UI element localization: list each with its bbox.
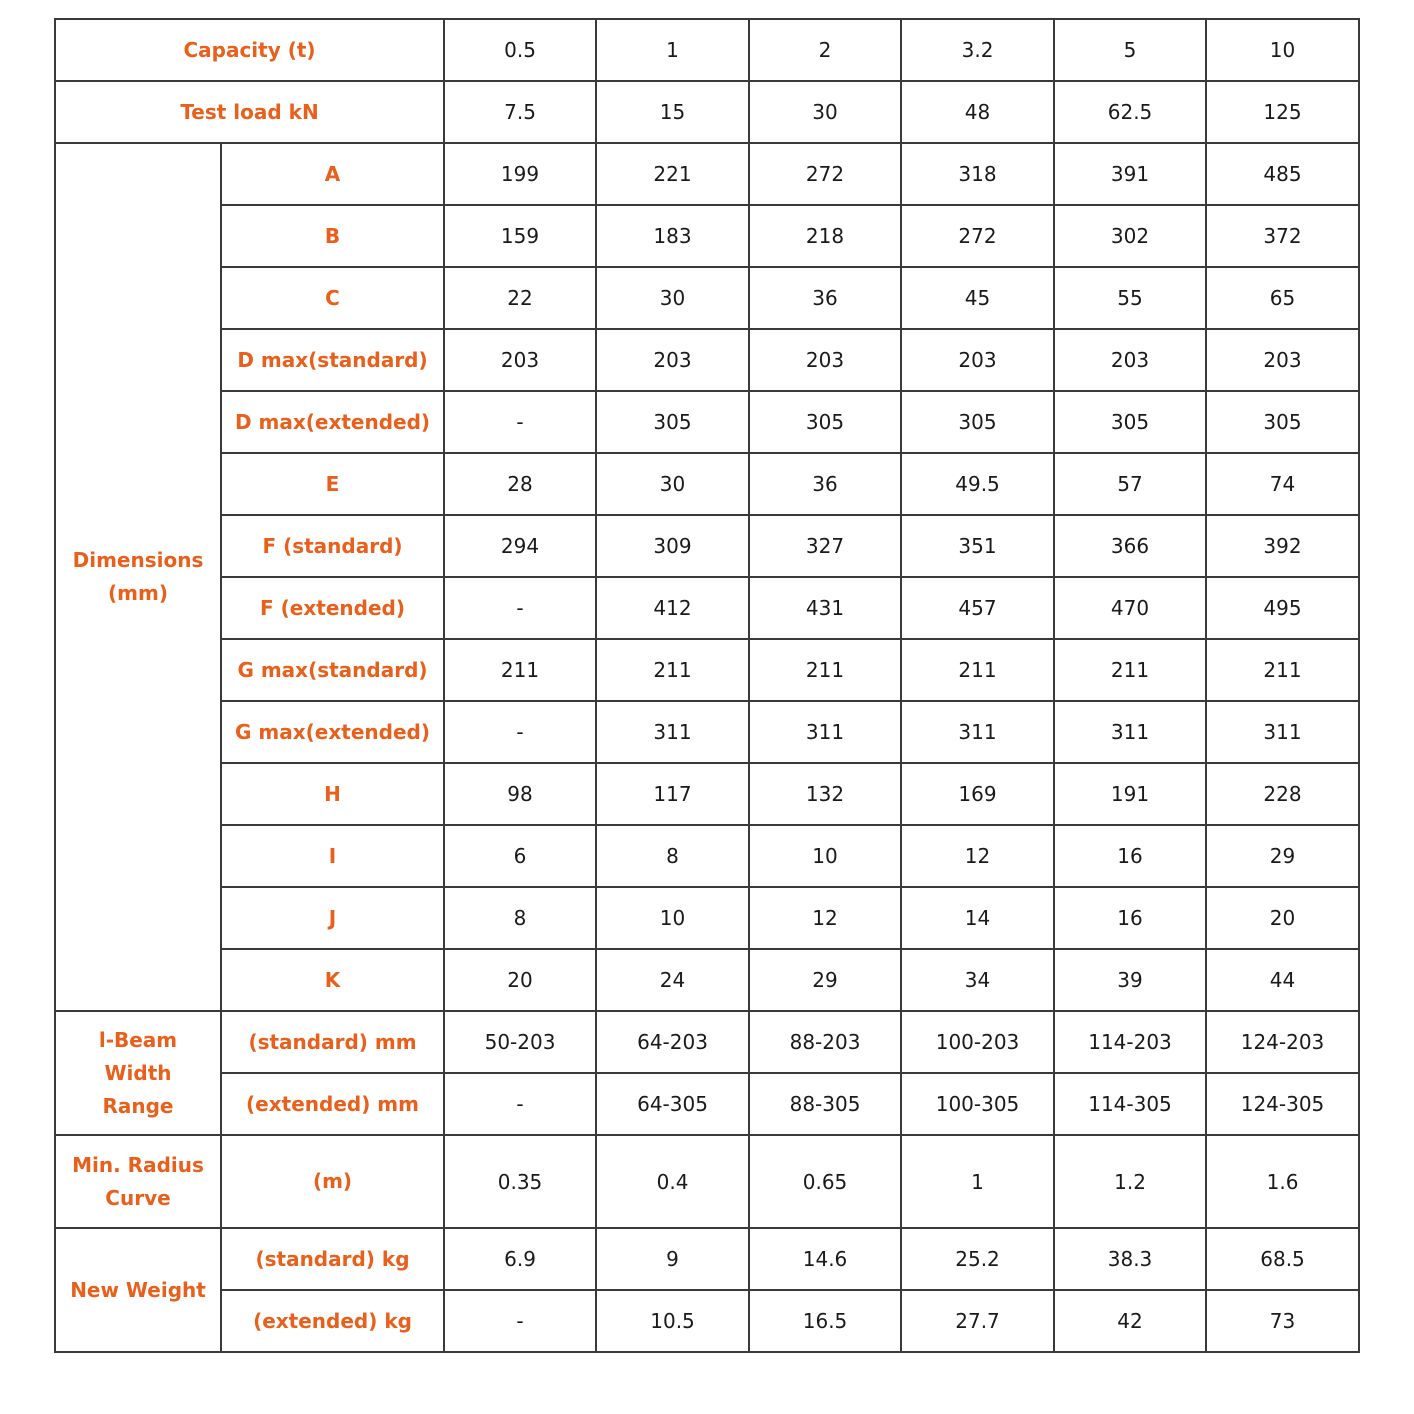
table-cell: 203 <box>1206 329 1359 391</box>
table-cell: 1 <box>596 19 749 81</box>
table-row <box>55 825 1359 887</box>
table-cell: 12 <box>749 887 901 949</box>
table-cell: 24 <box>596 949 749 1011</box>
table-cell: - <box>444 1290 596 1352</box>
table-cell: 203 <box>901 329 1054 391</box>
table-cell: 309 <box>596 515 749 577</box>
table-cell: 100-203 <box>901 1011 1054 1073</box>
table-cell: 49.5 <box>901 453 1054 515</box>
table-cell: 8 <box>444 887 596 949</box>
table-cell: 50-203 <box>444 1011 596 1073</box>
table-row <box>55 949 1359 1011</box>
table-row <box>55 205 1359 267</box>
table-cell: 1.6 <box>1206 1135 1359 1228</box>
table-cell: 125 <box>1206 81 1359 143</box>
table-cell: 124-305 <box>1206 1073 1359 1135</box>
table-cell: 1 <box>901 1135 1054 1228</box>
table-cell: 100-305 <box>901 1073 1054 1135</box>
table-row <box>55 267 1359 329</box>
table-row <box>55 887 1359 949</box>
row-label: F (extended) <box>221 577 444 639</box>
table-cell: 65 <box>1206 267 1359 329</box>
table-cell: 14 <box>901 887 1054 949</box>
table-cell: 98 <box>444 763 596 825</box>
table-cell: 211 <box>1206 639 1359 701</box>
table-cell: 15 <box>596 81 749 143</box>
table-cell: 351 <box>901 515 1054 577</box>
table-cell: 272 <box>749 143 901 205</box>
table-row <box>55 1011 1359 1073</box>
table-cell: 9 <box>596 1228 749 1290</box>
table-cell: 48 <box>901 81 1054 143</box>
table-cell: 1.2 <box>1054 1135 1206 1228</box>
table-cell: 132 <box>749 763 901 825</box>
table-cell: 372 <box>1206 205 1359 267</box>
table-cell: 28 <box>444 453 596 515</box>
table-cell: 34 <box>901 949 1054 1011</box>
table-cell: 64-305 <box>596 1073 749 1135</box>
ibeam-width-group-label: l-Beam Width Range <box>55 1011 221 1135</box>
table-cell: 16.5 <box>749 1290 901 1352</box>
table-cell: 124-203 <box>1206 1011 1359 1073</box>
table-cell: 16 <box>1054 825 1206 887</box>
table-cell: 10 <box>1206 19 1359 81</box>
table-cell: 74 <box>1206 453 1359 515</box>
table-cell: 45 <box>901 267 1054 329</box>
table-cell: 211 <box>444 639 596 701</box>
table-cell: 211 <box>749 639 901 701</box>
row-label: A <box>221 143 444 205</box>
table-cell: 20 <box>444 949 596 1011</box>
row-label: C <box>221 267 444 329</box>
spec-table <box>54 18 1360 1353</box>
row-label: (extended) kg <box>221 1290 444 1352</box>
table-cell: 62.5 <box>1054 81 1206 143</box>
table-cell: - <box>444 391 596 453</box>
table-cell: 221 <box>596 143 749 205</box>
table-cell: 199 <box>444 143 596 205</box>
capacity-row-label: Capacity (t) <box>55 19 444 81</box>
table-cell: 29 <box>749 949 901 1011</box>
table-cell: - <box>444 701 596 763</box>
row-label: D max(standard) <box>221 329 444 391</box>
table-cell: 29 <box>1206 825 1359 887</box>
table-cell: 327 <box>749 515 901 577</box>
dimensions-group-label: Dimensions (mm) <box>55 143 221 1011</box>
table-cell: 57 <box>1054 453 1206 515</box>
row-label: (m) <box>221 1135 444 1228</box>
table-cell: 191 <box>1054 763 1206 825</box>
spec-table-wrapper <box>54 18 1360 1353</box>
table-cell: 42 <box>1054 1290 1206 1352</box>
table-cell: 36 <box>749 453 901 515</box>
table-cell: 114-203 <box>1054 1011 1206 1073</box>
table-cell: 73 <box>1206 1290 1359 1352</box>
table-row <box>55 639 1359 701</box>
table-cell: 8 <box>596 825 749 887</box>
table-cell: 88-305 <box>749 1073 901 1135</box>
table-cell: 55 <box>1054 267 1206 329</box>
table-row <box>55 763 1359 825</box>
table-cell: - <box>444 577 596 639</box>
table-cell: 12 <box>901 825 1054 887</box>
table-cell: 10 <box>749 825 901 887</box>
table-cell: 39 <box>1054 949 1206 1011</box>
table-cell: 218 <box>749 205 901 267</box>
table-cell: 2 <box>749 19 901 81</box>
table-cell: 14.6 <box>749 1228 901 1290</box>
table-cell: 305 <box>749 391 901 453</box>
table-row <box>55 1073 1359 1135</box>
row-label: K <box>221 949 444 1011</box>
table-cell: 311 <box>1206 701 1359 763</box>
table-cell: 0.35 <box>444 1135 596 1228</box>
table-cell: 27.7 <box>901 1290 1054 1352</box>
table-cell: 311 <box>749 701 901 763</box>
table-row <box>55 515 1359 577</box>
table-cell: 38.3 <box>1054 1228 1206 1290</box>
table-cell: 485 <box>1206 143 1359 205</box>
row-label: (extended) mm <box>221 1073 444 1135</box>
table-cell: 392 <box>1206 515 1359 577</box>
table-cell: 44 <box>1206 949 1359 1011</box>
table-cell: 20 <box>1206 887 1359 949</box>
row-label: (standard) mm <box>221 1011 444 1073</box>
row-label: G max(extended) <box>221 701 444 763</box>
table-cell: 16 <box>1054 887 1206 949</box>
table-cell: 117 <box>596 763 749 825</box>
table-cell: 169 <box>901 763 1054 825</box>
table-row <box>55 1228 1359 1290</box>
table-cell: 457 <box>901 577 1054 639</box>
row-label: B <box>221 205 444 267</box>
table-cell: 114-305 <box>1054 1073 1206 1135</box>
test-load-row <box>55 81 1359 143</box>
row-label: D max(extended) <box>221 391 444 453</box>
table-cell: 470 <box>1054 577 1206 639</box>
table-cell: 228 <box>1206 763 1359 825</box>
table-cell: 203 <box>1054 329 1206 391</box>
table-cell: 391 <box>1054 143 1206 205</box>
row-label: I <box>221 825 444 887</box>
row-label: E <box>221 453 444 515</box>
table-cell: 305 <box>901 391 1054 453</box>
test-load-row-label: Test load kN <box>55 81 444 143</box>
table-cell: 412 <box>596 577 749 639</box>
table-cell: 10 <box>596 887 749 949</box>
table-cell: 7.5 <box>444 81 596 143</box>
row-label: F (standard) <box>221 515 444 577</box>
table-row <box>55 1135 1359 1228</box>
table-row <box>55 577 1359 639</box>
row-label: (standard) kg <box>221 1228 444 1290</box>
table-cell: 203 <box>444 329 596 391</box>
table-cell: 30 <box>596 267 749 329</box>
table-cell: 25.2 <box>901 1228 1054 1290</box>
table-cell: 183 <box>596 205 749 267</box>
table-cell: 6 <box>444 825 596 887</box>
table-cell: 211 <box>596 639 749 701</box>
row-label: G max(standard) <box>221 639 444 701</box>
table-cell: 311 <box>1054 701 1206 763</box>
table-cell: 0.4 <box>596 1135 749 1228</box>
table-cell: 3.2 <box>901 19 1054 81</box>
table-cell: 159 <box>444 205 596 267</box>
capacity-row <box>55 19 1359 81</box>
table-cell: 305 <box>596 391 749 453</box>
table-cell: 203 <box>749 329 901 391</box>
table-cell: 305 <box>1206 391 1359 453</box>
table-cell: 10.5 <box>596 1290 749 1352</box>
table-cell: 68.5 <box>1206 1228 1359 1290</box>
table-cell: 0.5 <box>444 19 596 81</box>
table-cell: 0.65 <box>749 1135 901 1228</box>
table-cell: 311 <box>901 701 1054 763</box>
table-row <box>55 143 1359 205</box>
table-cell: 302 <box>1054 205 1206 267</box>
table-cell: 88-203 <box>749 1011 901 1073</box>
table-row <box>55 453 1359 515</box>
table-cell: 30 <box>749 81 901 143</box>
table-cell: 311 <box>596 701 749 763</box>
table-row <box>55 329 1359 391</box>
table-cell: 6.9 <box>444 1228 596 1290</box>
new-weight-group-label: New Weight <box>55 1228 221 1352</box>
table-cell: 211 <box>1054 639 1206 701</box>
table-row <box>55 391 1359 453</box>
table-cell: 495 <box>1206 577 1359 639</box>
row-label: H <box>221 763 444 825</box>
table-cell: 30 <box>596 453 749 515</box>
table-cell: 5 <box>1054 19 1206 81</box>
table-row <box>55 701 1359 763</box>
table-cell: - <box>444 1073 596 1135</box>
table-cell: 64-203 <box>596 1011 749 1073</box>
table-row <box>55 1290 1359 1352</box>
table-cell: 22 <box>444 267 596 329</box>
table-cell: 203 <box>596 329 749 391</box>
table-cell: 294 <box>444 515 596 577</box>
table-cell: 211 <box>901 639 1054 701</box>
min-radius-group-label: Min. Radius Curve <box>55 1135 221 1228</box>
table-cell: 272 <box>901 205 1054 267</box>
table-cell: 318 <box>901 143 1054 205</box>
row-label: J <box>221 887 444 949</box>
table-cell: 366 <box>1054 515 1206 577</box>
table-cell: 36 <box>749 267 901 329</box>
table-cell: 305 <box>1054 391 1206 453</box>
table-cell: 431 <box>749 577 901 639</box>
